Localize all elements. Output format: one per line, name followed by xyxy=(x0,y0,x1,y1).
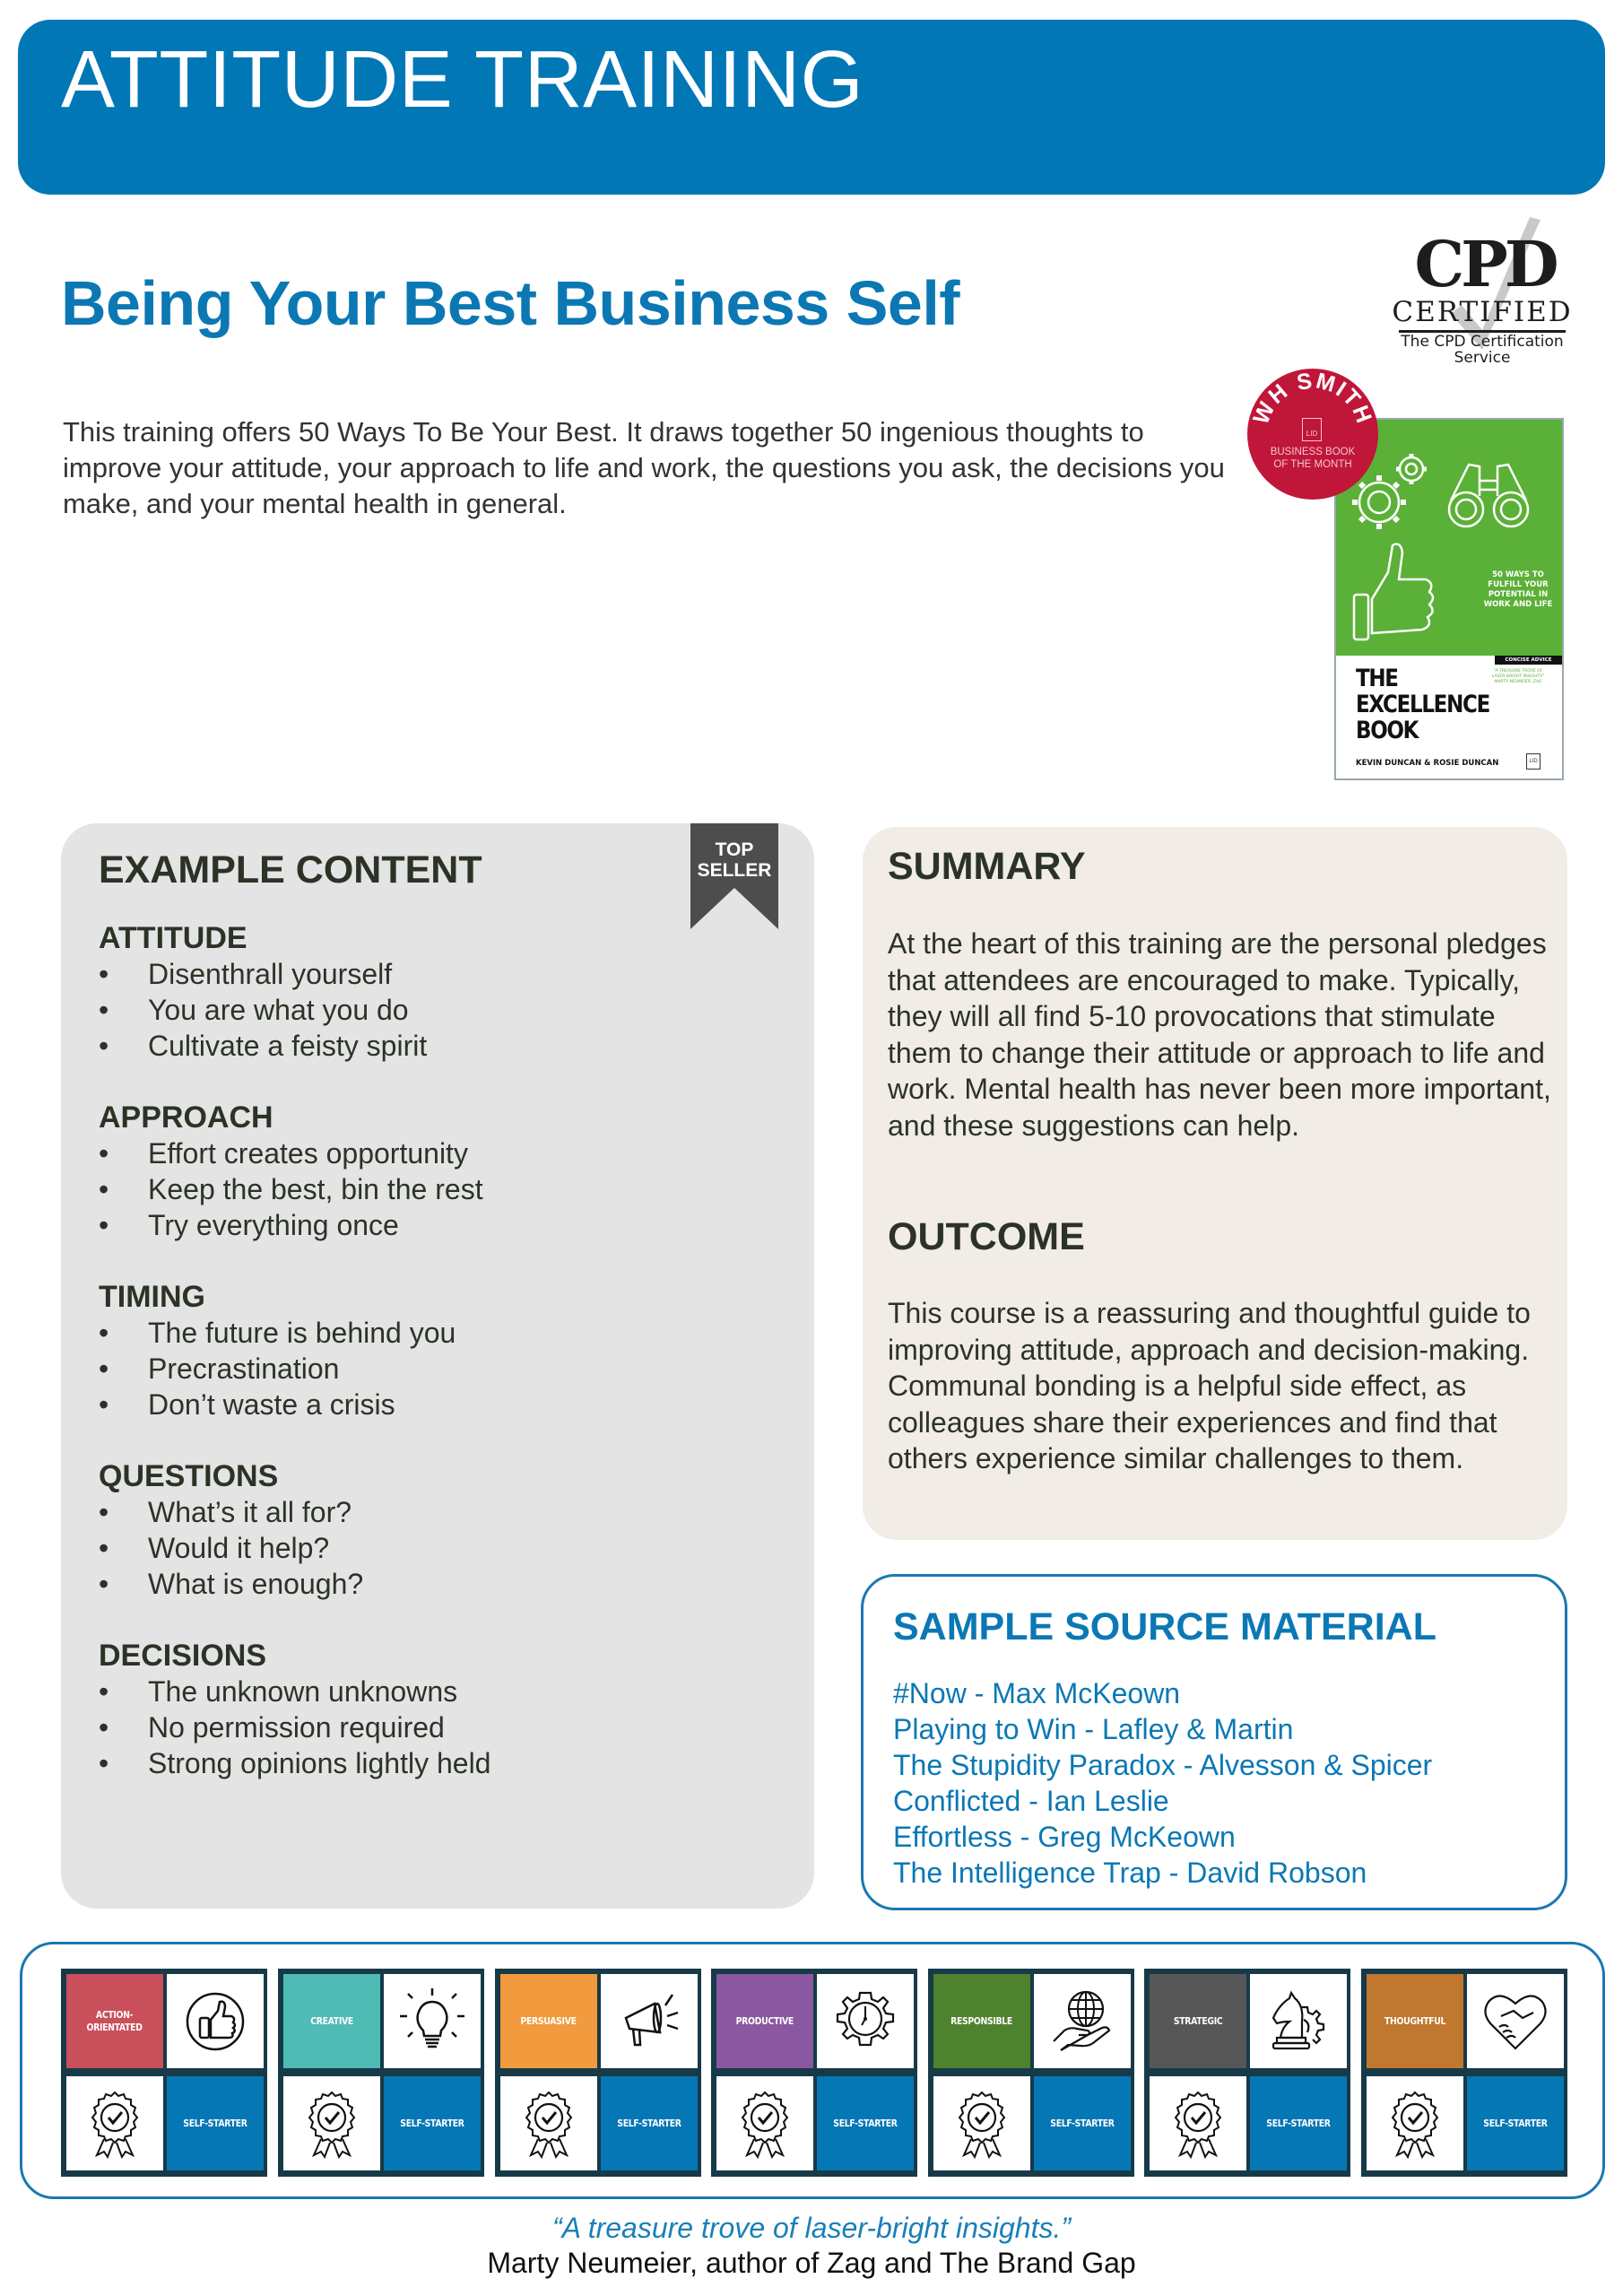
source-link[interactable]: Conflicted - Ian Leslie xyxy=(893,1785,1169,1817)
skill-badge xyxy=(278,1969,484,2177)
source-link[interactable]: Playing to Win - Lafley & Martin xyxy=(893,1713,1294,1745)
list-item xyxy=(99,956,780,992)
course-title: Being Your Best Business Self xyxy=(61,268,960,338)
list-item xyxy=(99,1171,780,1207)
megaphone-icon xyxy=(613,1986,685,2057)
testimonial-quote: “A treasure trove of laser-bright insights.” xyxy=(551,2212,1071,2244)
award-rosette-icon xyxy=(1162,2087,1234,2161)
skill-label: PRODUCTIVE xyxy=(735,2014,794,2027)
secondary-skill-label: SELF-STARTER xyxy=(400,2117,464,2129)
bullet-icon: • xyxy=(99,1137,109,1170)
skill-badge xyxy=(928,1969,1134,2177)
self-starter-tile xyxy=(601,2076,698,2170)
summary-card xyxy=(863,827,1567,1540)
ribbon-line2: SELLER xyxy=(697,860,772,881)
list-item-text: Keep the best, bin the rest xyxy=(148,1173,483,1205)
section-list xyxy=(99,1674,780,1781)
summary-text: At the heart of this training are the personal pledges that attendees are encouraged to make. Typically, they will all find 5-10 provocations that stimulate them to change their attitude or approach to life and work. Mental health has never been more important, and these suggestions can help. xyxy=(888,927,1551,1142)
bullet-icon: • xyxy=(99,1711,109,1744)
list-item xyxy=(99,1315,780,1351)
skill-label-tile xyxy=(933,1974,1030,2068)
list-item xyxy=(99,1135,780,1171)
skill-label-tile xyxy=(500,1974,597,2068)
list-item xyxy=(99,1028,780,1064)
skill-label-tile xyxy=(716,1974,813,2068)
book-title-line: THE xyxy=(1356,665,1398,692)
list-item xyxy=(99,1566,780,1602)
award-tile xyxy=(500,2076,597,2170)
list-item-text: Try everything once xyxy=(148,1209,399,1241)
whsmith-brand: WH SMITH xyxy=(1248,369,1377,429)
bullet-icon: • xyxy=(99,1209,109,1241)
section-heading: APPROACH xyxy=(99,1100,273,1135)
section-list xyxy=(99,1135,780,1243)
list-item xyxy=(99,1709,780,1745)
self-starter-tile xyxy=(1250,2076,1347,2170)
bullet-icon: • xyxy=(99,1496,109,1528)
globe-hand-icon xyxy=(1046,1986,1118,2057)
skill-label-tile xyxy=(1367,1974,1463,2068)
skill-label: ACTION- ORIENTATED xyxy=(86,2008,143,2033)
skill-label: STRATEGIC xyxy=(1173,2014,1223,2027)
source-link[interactable]: The Intelligence Trap - David Robson xyxy=(893,1857,1367,1889)
self-starter-tile xyxy=(167,2076,264,2170)
content-section-timing xyxy=(99,1279,780,1422)
thumbs-up-icon xyxy=(1354,544,1433,639)
secondary-skill-label: SELF-STARTER xyxy=(833,2117,898,2129)
bullet-icon: • xyxy=(99,1532,109,1564)
publisher-mark: LID xyxy=(1302,418,1322,441)
list-item xyxy=(99,1351,780,1387)
source-material-title: SAMPLE SOURCE MATERIAL xyxy=(893,1605,1436,1648)
source-link[interactable]: Effortless - Greg McKeown xyxy=(893,1821,1236,1853)
skill-badge xyxy=(711,1969,917,2177)
bullet-icon: • xyxy=(99,1030,109,1062)
skill-label-tile xyxy=(66,1974,163,2068)
list-item-text: No permission required xyxy=(148,1711,445,1744)
secondary-skill-label: SELF-STARTER xyxy=(617,2117,681,2129)
binoculars-icon xyxy=(1449,465,1528,526)
bullet-icon: • xyxy=(99,1388,109,1421)
award-tile xyxy=(283,2076,380,2170)
list-item-text: Effort creates opportunity xyxy=(148,1137,468,1170)
skill-icon-tile xyxy=(1034,1974,1131,2068)
cpd-certified-logo xyxy=(1388,215,1576,377)
header-title: ATTITUDE TRAINING xyxy=(61,35,864,125)
award-rosette-icon xyxy=(1379,2087,1451,2161)
list-item-text: Cultivate a feisty spirit xyxy=(148,1030,428,1062)
self-starter-tile xyxy=(1034,2076,1131,2170)
publisher-logo: LID xyxy=(1526,753,1541,770)
book-title-line: BOOK xyxy=(1356,717,1419,744)
secondary-skill-label: SELF-STARTER xyxy=(183,2117,247,2129)
list-item-text: What is enough? xyxy=(148,1568,364,1600)
skill-label-tile xyxy=(283,1974,380,2068)
list-item-text: Precrastination xyxy=(148,1352,340,1385)
section-heading: ATTITUDE xyxy=(99,921,247,955)
skill-icon-tile xyxy=(817,1974,914,2068)
skill-label: THOUGHTFUL xyxy=(1384,2014,1446,2027)
list-item xyxy=(99,1494,780,1530)
content-section-questions xyxy=(99,1458,780,1602)
list-item-text: You are what you do xyxy=(148,994,409,1026)
cpd-certified-label: CERTIFIED xyxy=(1392,296,1573,328)
handshake-heart-icon xyxy=(1480,1986,1551,2057)
bullet-icon: • xyxy=(99,958,109,990)
self-starter-tile xyxy=(1467,2076,1564,2170)
outcome-title: OUTCOME xyxy=(888,1215,1085,1258)
source-link[interactable]: #Now - Max McKeown xyxy=(893,1677,1181,1709)
skill-icon-tile xyxy=(1467,1974,1564,2068)
award-rosette-icon xyxy=(296,2087,368,2161)
content-section-decisions xyxy=(99,1638,780,1781)
list-item xyxy=(99,1207,780,1243)
award-tile xyxy=(933,2076,1030,2170)
secondary-skill-label: SELF-STARTER xyxy=(1266,2117,1331,2129)
award-rosette-icon xyxy=(79,2087,151,2161)
award-line1: BUSINESS BOOK xyxy=(1270,447,1356,457)
summary-title: SUMMARY xyxy=(888,845,1086,888)
section-list xyxy=(99,956,780,1064)
content-section-approach xyxy=(99,1100,780,1243)
award-rosette-icon xyxy=(729,2087,801,2161)
self-starter-tile xyxy=(384,2076,481,2170)
example-content-title: EXAMPLE CONTENT xyxy=(99,848,482,891)
gear-clock-icon xyxy=(829,1986,901,2057)
skill-badge xyxy=(1144,1969,1350,2177)
bullet-icon: • xyxy=(99,1747,109,1779)
list-item-text: The future is behind you xyxy=(148,1317,456,1349)
source-link[interactable]: The Stupidity Paradox - Alvesson & Spicer xyxy=(893,1749,1433,1781)
bullet-icon: • xyxy=(99,1173,109,1205)
content-section-attitude xyxy=(99,920,780,1064)
section-list xyxy=(99,1315,780,1422)
chess-knight-gear-icon xyxy=(1263,1986,1334,2057)
list-item xyxy=(99,992,780,1028)
cpd-logo-text: CPD xyxy=(1414,227,1556,301)
outcome-text: This course is a reassuring and thoughtful guide to improving attitude, approach and decision-making. Communal bonding is a helpful side effect, as colleagues share their experiences and find that others experience similar challenges to them. xyxy=(888,1297,1531,1474)
skill-label: PERSUASIVE xyxy=(520,2014,577,2027)
list-item-text: Strong opinions lightly held xyxy=(148,1747,491,1779)
book-series-label: CONCISE ADVICE xyxy=(1495,656,1562,665)
award-tile xyxy=(716,2076,813,2170)
bullet-icon: • xyxy=(99,1352,109,1385)
skill-label: RESPONSIBLE xyxy=(950,2014,1013,2027)
section-heading: TIMING xyxy=(99,1280,205,1314)
list-item-text: Disenthrall yourself xyxy=(148,958,393,990)
secondary-skill-label: SELF-STARTER xyxy=(1483,2117,1548,2129)
award-tile xyxy=(66,2076,163,2170)
list-item-text: Don’t waste a crisis xyxy=(148,1388,395,1421)
list-item xyxy=(99,1745,780,1781)
source-material-list xyxy=(893,1675,1432,1891)
cpd-service-text xyxy=(1388,334,1576,366)
top-seller-label xyxy=(690,839,778,881)
section-heading: QUESTIONS xyxy=(99,1459,279,1493)
skill-badge xyxy=(1361,1969,1567,2177)
self-starter-tile xyxy=(817,2076,914,2170)
book-title-line: EXCELLENCE xyxy=(1356,691,1489,718)
award-rosette-icon xyxy=(513,2087,585,2161)
cpd-service-line1: The CPD Certification xyxy=(1401,333,1564,351)
award-tile xyxy=(1367,2076,1463,2170)
award-text xyxy=(1247,446,1378,471)
skill-label-tile xyxy=(1150,1974,1246,2068)
bullet-icon: • xyxy=(99,1317,109,1349)
book-title xyxy=(1356,665,1489,744)
skill-icon-tile xyxy=(167,1974,264,2068)
section-list xyxy=(99,1494,780,1602)
skill-icon-tile xyxy=(384,1974,481,2068)
skill-badge xyxy=(61,1969,267,2177)
course-intro: This training offers 50 Ways To Be Your Best. It draws together 50 ingenious thoughts to improve your attitude, your approach to life and work, the questions you ask, the decisions you make, and your mental health in general. xyxy=(63,416,1225,519)
section-heading: DECISIONS xyxy=(99,1639,267,1673)
lightbulb-icon xyxy=(396,1986,468,2057)
bullet-icon: • xyxy=(99,1675,109,1708)
skill-badge xyxy=(495,1969,701,2177)
award-line2: OF THE MONTH xyxy=(1273,459,1352,470)
ribbon-line1: TOP xyxy=(715,839,754,860)
skill-icon-tile xyxy=(1250,1974,1347,2068)
list-item xyxy=(99,1674,780,1709)
bullet-icon: • xyxy=(99,1568,109,1600)
list-item xyxy=(99,1387,780,1422)
secondary-skill-label: SELF-STARTER xyxy=(1050,2117,1115,2129)
book-tagline: 50 WAYS TO FULFILL YOUR POTENTIAL IN WORK AND LIFE xyxy=(1483,570,1553,609)
award-tile xyxy=(1150,2076,1246,2170)
thumbs-up-icon xyxy=(179,1986,251,2057)
cpd-service-line2: Service xyxy=(1454,349,1511,367)
award-rosette-icon xyxy=(946,2087,1018,2161)
skill-label: CREATIVE xyxy=(310,2014,353,2027)
whsmith-award-badge xyxy=(1247,369,1378,500)
bullet-icon: • xyxy=(99,994,109,1026)
skill-icon-tile xyxy=(601,1974,698,2068)
book-authors: KEVIN DUNCAN & ROSIE DUNCAN xyxy=(1356,759,1499,768)
list-item-text: Would it help? xyxy=(148,1532,330,1564)
source-material-box xyxy=(861,1574,1567,1910)
list-item-text: The unknown unknowns xyxy=(148,1675,458,1708)
book-cover-quote: "A TREASURE TROVE OF LASER-BRIGHT INSIGHTS" MARTY NEUMEIER, ZAG xyxy=(1491,669,1545,684)
example-content-card xyxy=(61,823,814,1909)
list-item xyxy=(99,1530,780,1566)
testimonial-author: Marty Neumeier, author of Zag and The Brand Gap xyxy=(487,2247,1136,2279)
list-item-text: What’s it all for? xyxy=(148,1496,352,1528)
